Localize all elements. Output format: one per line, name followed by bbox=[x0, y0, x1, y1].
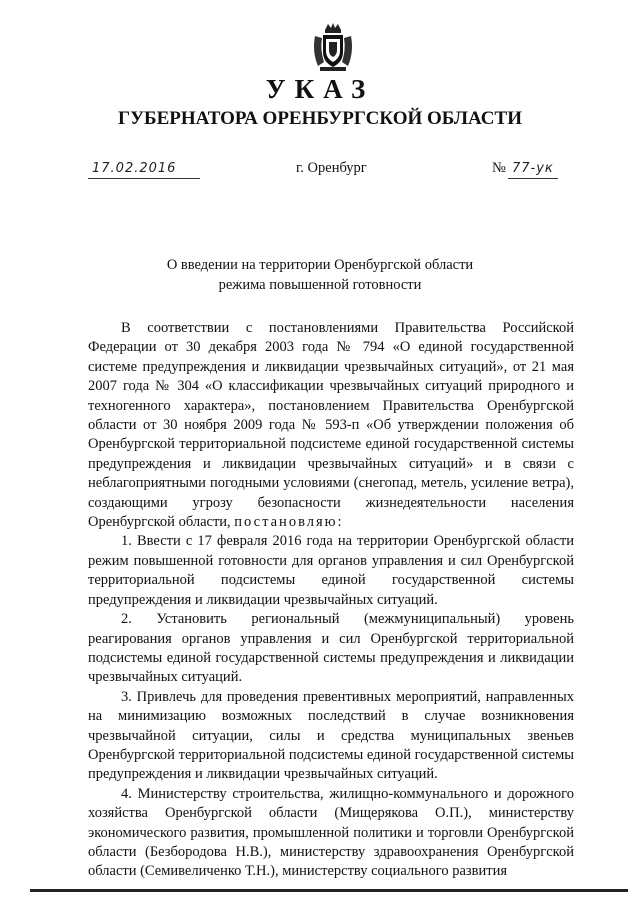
document-date: 17.02.2016 bbox=[92, 161, 177, 176]
number-underline bbox=[508, 178, 558, 179]
document-title: УКАЗ bbox=[265, 74, 375, 104]
document-city: г. Оренбург bbox=[296, 160, 367, 176]
document-subject bbox=[0, 255, 640, 295]
preamble-paragraph bbox=[88, 319, 574, 532]
paragraph-item-4: 4. Министерству строительства, жилищно-коммунального и дорожного хозяйства Оренбургской области (Мищерякова О.П.), министерству экономического развития, промышленной политики и торговли Оренбургской области (Безбородова Н.В.), министерству здравоохранения Оренбургской области (Семивеличенко Т.Н.), министерству социального развития bbox=[88, 785, 574, 880]
document-body bbox=[88, 319, 574, 882]
number-sign: № bbox=[492, 160, 506, 176]
document-number: 77-ук bbox=[512, 161, 554, 176]
paragraph-item-1: 1. Ввести с 17 февраля 2016 года на территории Оренбургской области режим повышенной готовности для органов управления и сил Оренбургской территориальной подсистемы единой государственной системы предупреждения и ликвидации чрезвычайных ситуаций. bbox=[88, 533, 574, 608]
page-bottom-rule bbox=[30, 889, 628, 892]
subject-line: О введении на территории Оренбургской области bbox=[166, 257, 474, 273]
coat-of-arms-emblem bbox=[312, 22, 354, 72]
date-underline bbox=[88, 178, 200, 179]
paragraph-item-3: 3. Привлечь для проведения превентивных мероприятий, направленных на минимизацию возможных последствий в случае возникновения чрезвычайной ситуации, силы и средства муниципальных звеньев Оренбургской территориальной подсистемы единой государственной системы предупреждения и ликвидации чрезвычайных ситуаций. bbox=[88, 688, 574, 783]
document-issuer: ГУБЕРНАТОРА ОРЕНБУРГСКОЙ ОБЛАСТИ bbox=[118, 108, 522, 129]
subject-line: режима повышенной готовности bbox=[218, 277, 422, 293]
preamble-text: В соответствии с постановлениями Правительства Российской Федерации от 30 декабря 2003 года № 794 «О единой государственной системе предупреждения и ликвидации чрезвычайных ситуаций», от 21 мая 2007 года № 304 «О классификации чрезвычайных ситуаций природного и техногенного характера», постановлением Правительства Оренбургской области от 30 ноября 2009 года № 593-п «Об утверждении положения об Оренбургской территориальной подсистеме единой государственной системы предупреждения и ликвидации чрезвычайных ситуаций» и в связи с неблагоприятными погодными условиями (снегопад, метель, усиление ветра), создающими угрозу безопасности жизнедеятельности населения Оренбургской области, bbox=[88, 320, 574, 531]
paragraph-item-2: 2. Установить региональный (межмуниципальный) уровень реагирования органов управления и сил Оренбургской территориальной подсистемы единой государственной системы предупреждения и ликвидации чрезвычайных ситуаций. bbox=[88, 611, 574, 686]
decree-word: постановляю: bbox=[234, 514, 344, 531]
